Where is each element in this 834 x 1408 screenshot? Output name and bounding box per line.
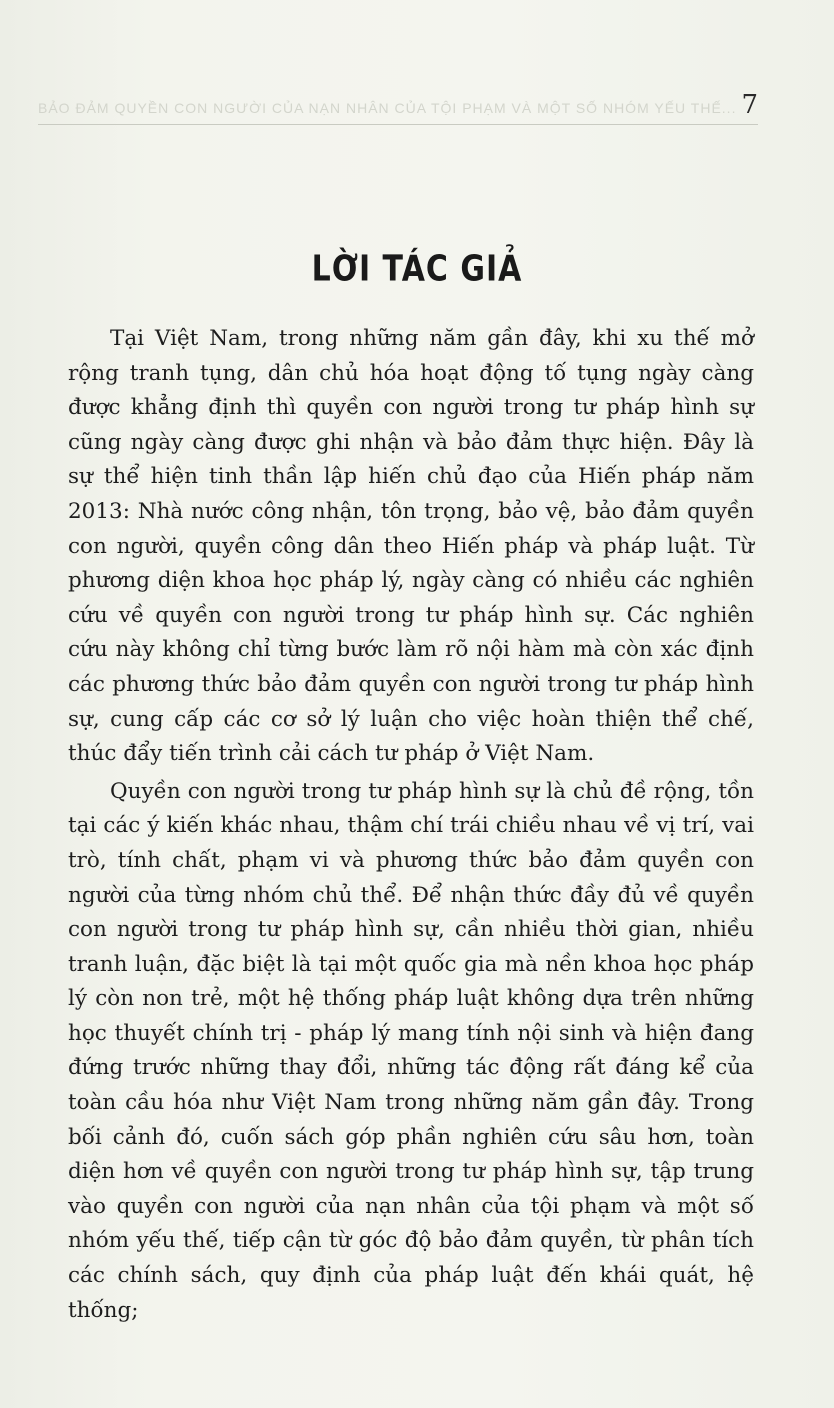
page-number: 7 [741,90,758,120]
running-head-title: BẢO ĐẢM QUYỀN CON NGƯỜI CỦA NẠN NHÂN CỦA TỘI PHẠM VÀ MỘT SỐ NHÓM YẾU THẾ... [38,100,737,116]
paragraph-1: Tại Việt Nam, trong những năm gần đây, khi xu thế mở rộng tranh tụng, dân chủ hóa hoạt động tố tụng ngày càng được khẳng định thì quyền con người trong tư pháp hình sự cũng ngày càng được ghi nhận và bảo đảm thực hiện. Đây là sự thể hiện tinh thần lập hiến chủ đạo của Hiến pháp năm 2013: Nhà nước công nhận, tôn trọng, bảo vệ, bảo đảm quyền con người, quyền công dân theo Hiến pháp và pháp luật. Từ phương diện khoa học pháp lý, ngày càng có nhiều các nghiên cứu về quyền con người trong tư pháp hình sự. Các nghiên cứu này không chỉ từng bước làm rõ nội hàm mà còn xác định các phương thức bảo đảm quyền con người trong tư pháp hình sự, cung cấp các cơ sở lý luận cho việc hoàn thiện thể chế, thúc đẩy tiến trình cải cách tư pháp ở Việt Nam. [68,326,754,767]
running-head [38,92,758,125]
body-text [68,322,754,1328]
chapter-title: LỜI TÁC GIẢ [311,248,523,291]
paragraph-2: Quyền con người trong tư pháp hình sự là chủ đề rộng, tồn tại các ý kiến khác nhau, thậm chí trái chiều nhau về vị trí, vai trò, tính chất, phạm vi và phương thức bảo đảm quyền con người của từng nhóm chủ thể. Để nhận thức đầy đủ về quyền con người trong tư pháp hình sự, cần nhiều thời gian, nhiều tranh luận, đặc biệt là tại một quốc gia mà nền khoa học pháp lý còn non trẻ, một hệ thống pháp luật không dựa trên những học thuyết chính trị - pháp lý mang tính nội sinh và hiện đang đứng trước những thay đổi, những tác động rất đáng kể của toàn cầu hóa như Việt Nam trong những năm gần đây. Trong bối cảnh đó, cuốn sách góp phần nghiên cứu sâu hơn, toàn diện hơn về quyền con người trong tư pháp hình sự, tập trung vào quyền con người của nạn nhân của tội phạm và một số nhóm yếu thế, tiếp cận từ góc độ bảo đảm quyền, từ phân tích các chính sách, quy định của pháp luật đến khái quát, hệ thống; [68,778,754,1323]
